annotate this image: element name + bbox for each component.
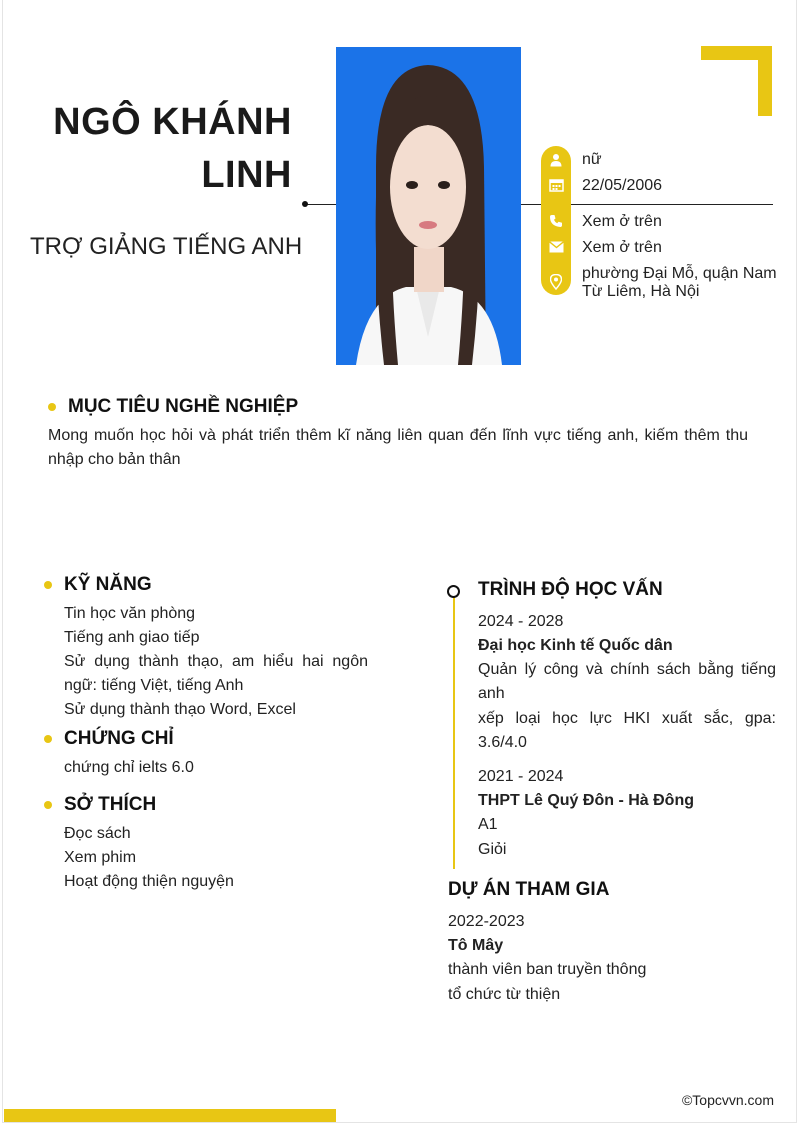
calendar-icon <box>541 176 571 194</box>
hobbies-bullet <box>44 801 52 809</box>
skills-bullet <box>44 581 52 589</box>
education-timeline-line <box>453 596 455 869</box>
hobby-item: Hoạt động thiện nguyện <box>64 873 234 890</box>
phone-value: Xem ở trên <box>582 213 662 230</box>
skill-item: Tin học văn phòng <box>64 605 196 622</box>
education-entry <box>478 765 776 862</box>
objective-title: MỤC TIÊU NGHỀ NGHIỆP <box>68 396 299 417</box>
education-detail: Giỏi <box>478 841 507 858</box>
email-value: Xem ở trên <box>582 239 662 256</box>
project-detail: thành viên ban truyền thông <box>448 961 647 978</box>
birthday-value: 22/05/2006 <box>582 177 663 194</box>
skill-item: Sử dụng thành thạo Word, Excel <box>64 701 296 718</box>
education-school: THPT Lê Quý Đôn - Hà Đông <box>478 792 694 809</box>
objective-bullet <box>48 403 56 411</box>
contact-icon-bar <box>541 146 571 295</box>
job-title: TRỢ GIẢNG TIẾNG ANH <box>30 233 303 260</box>
candidate-name <box>0 96 292 202</box>
skill-item: Sử dụng thành thạo, am hiểu hai ngôn ngữ: tiếng Việt, tiếng Anh <box>64 653 368 694</box>
education-detail: A1 <box>478 816 498 833</box>
address-value: phường Đại Mỗ, quận Nam Từ Liêm, Hà Nội <box>582 265 777 300</box>
hobbies-list <box>64 822 234 894</box>
left-connector-dot <box>302 201 308 207</box>
phone-icon <box>541 212 571 230</box>
hobby-item: Xem phim <box>64 849 137 866</box>
certificate-item: chứng chỉ ielts 6.0 <box>64 759 194 776</box>
education-period: 2024 - 2028 <box>478 613 564 630</box>
profile-photo <box>336 47 521 365</box>
education-title: TRÌNH ĐỘ HỌC VẤN <box>478 579 663 600</box>
mail-icon <box>541 238 571 256</box>
projects-title: DỰ ÁN THAM GIA <box>448 879 610 900</box>
education-school: Đại học Kinh tế Quốc dân <box>478 637 673 654</box>
education-entry <box>478 610 776 755</box>
user-icon <box>541 151 571 169</box>
project-detail: tổ chức từ thiện <box>448 986 561 1003</box>
hobby-item: Đọc sách <box>64 825 131 842</box>
project-entry <box>448 910 768 1007</box>
education-timeline-marker <box>447 585 460 598</box>
project-name: Tô Mây <box>448 937 504 954</box>
left-connector-line <box>305 204 336 205</box>
skills-title: KỸ NĂNG <box>64 574 152 595</box>
education-detail: xếp loại học lực HKI xuất sắc, gpa: 3.6/4.0 <box>478 710 776 751</box>
objective-text: Mong muốn học hỏi và phát triển thêm kĩ năng liên quan đến lĩnh vực tiếng anh, kiếm thêm thu nhập cho bản thân <box>48 427 748 468</box>
corner-accent-vertical <box>758 46 772 116</box>
hobbies-title: SỞ THÍCH <box>64 794 157 815</box>
portrait-illustration <box>336 47 521 365</box>
name-line-1: NGÔ KHÁNH <box>53 101 292 143</box>
skill-item: Tiếng anh giao tiếp <box>64 629 200 646</box>
certificates-title: CHỨNG CHỈ <box>64 728 174 749</box>
location-pin-icon <box>541 273 571 291</box>
bottom-accent-bar <box>4 1109 336 1122</box>
project-period: 2022-2023 <box>448 913 525 930</box>
education-period: 2021 - 2024 <box>478 768 564 785</box>
education-detail: Quản lý công và chính sách bằng tiếng anh <box>478 661 776 702</box>
gender-value: nữ <box>582 151 602 168</box>
certificates-bullet <box>44 735 52 743</box>
footer-credit: ©Topcvvn.com <box>681 1092 774 1108</box>
name-line-2: LINH <box>201 154 292 196</box>
skills-list <box>64 602 368 722</box>
